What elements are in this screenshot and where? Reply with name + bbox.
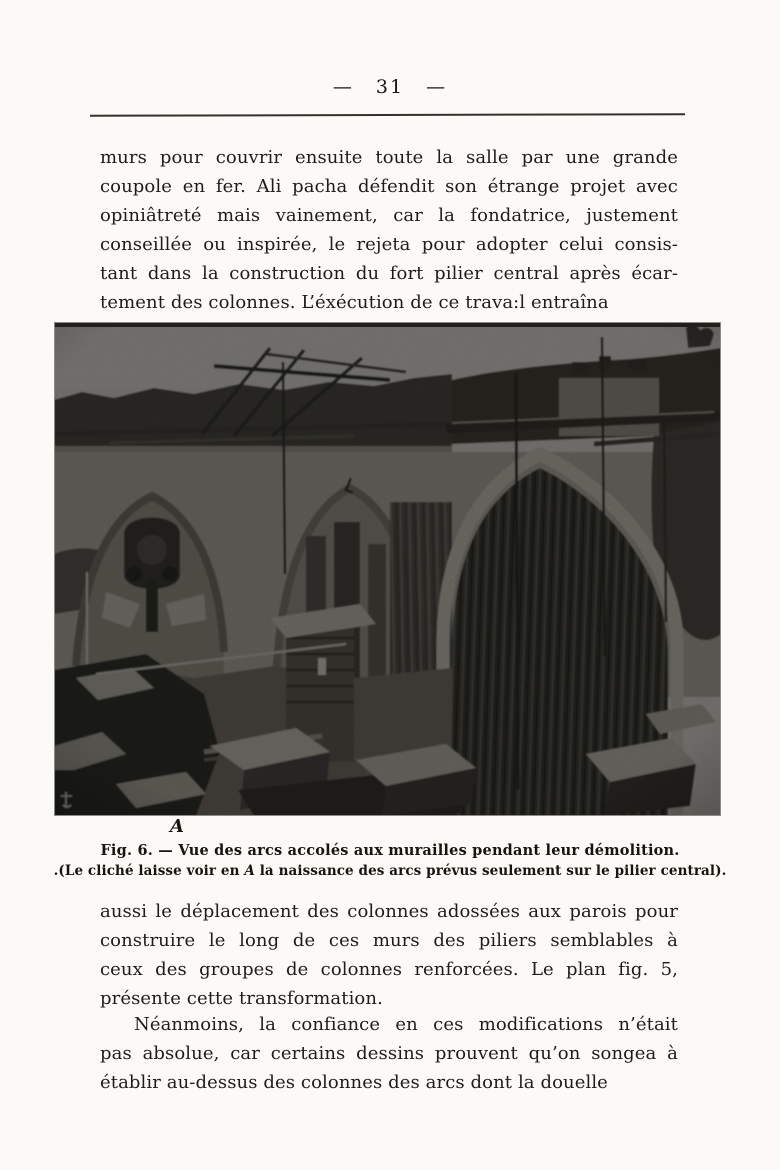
paragraph-middle [100, 897, 678, 1013]
text-line: aussi le déplacement des colonnes adossées aux parois pour [100, 901, 678, 922]
caption-text: .(Le cliché laisse voir en [53, 863, 245, 879]
figure-photo [54, 322, 721, 816]
figure-marker-a: A [170, 816, 184, 837]
paragraph-top [100, 143, 678, 317]
page-number: — 31 — [332, 76, 448, 98]
photo-vignette [54, 322, 721, 816]
text-line: coupole en fer. Ali pacha défendit son étrange projet avec [100, 176, 678, 197]
caption-text: la naissance des arcs prévus seulement sur le pilier central). [254, 863, 727, 879]
text-line: Néanmoins, la confiance en ces modifications n’était [134, 1014, 678, 1035]
text-line: opiniâtreté mais vainement, car la fondatrice, justement [100, 205, 678, 226]
header-rule [90, 113, 685, 117]
paragraph-bottom [100, 1010, 678, 1097]
caption-marker-a: A [244, 863, 255, 879]
text-line: tant dans la construction du fort pilier central après écar- [100, 263, 678, 284]
figure-caption-line2 [20, 863, 760, 879]
text-line: tement des colonnes. L’éxécution de ce trava:l entraîna [100, 292, 609, 313]
text-line: conseillée ou inspirée, le rejeta pour adopter celui consis- [100, 234, 678, 255]
figure-caption-line1: Fig. 6. — Vue des arcs accolés aux murailles pendant leur démolition. [100, 842, 680, 859]
text-line: construire le long de ces murs des piliers semblables à [100, 930, 678, 951]
text-line: établir au-dessus des colonnes des arcs dont la douelle [100, 1072, 608, 1093]
text-line: pas absolue, car certains dessins prouvent qu’on songea à [100, 1043, 678, 1064]
text-line: ceux des groupes de colonnes renforcées. Le plan fig. 5, [100, 959, 678, 980]
text-line: murs pour couvrir ensuite toute la salle par une grande [100, 147, 678, 168]
text-line: présente cette transformation. [100, 988, 383, 1009]
